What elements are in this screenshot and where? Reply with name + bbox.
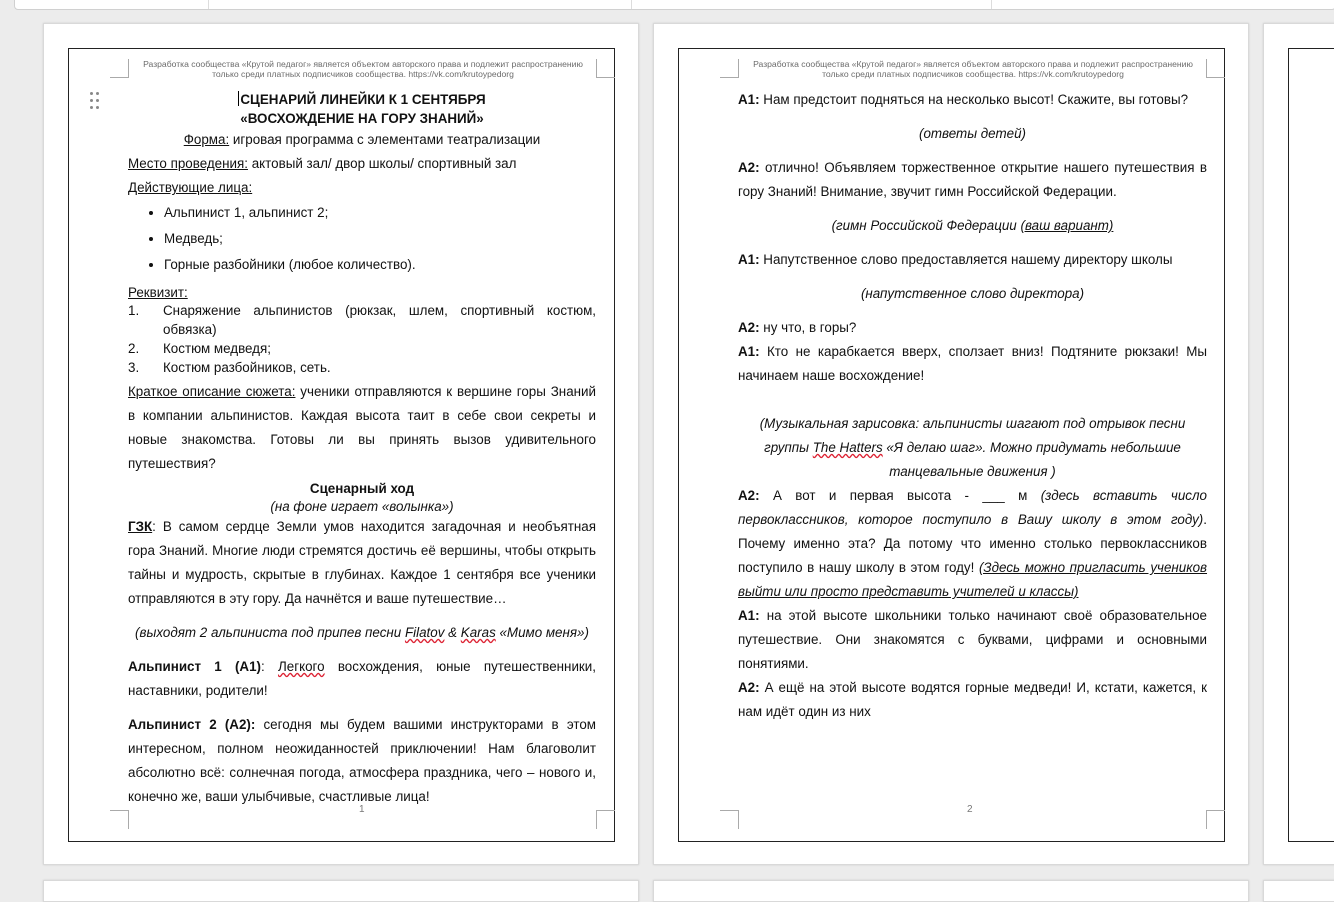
stage-direction: (выходят 2 альпиниста под припев песни Filatov & Karas «Мимо меня»)	[135, 625, 589, 640]
form-line: Форма: игровая программа с элементами театрализации	[183, 132, 541, 147]
a1-paragraph: Альпинист 1 (А1): Легкого восхождения, юные путешественники, наставники, родители!	[128, 659, 596, 698]
list-item: 1. Снаряжение альпинистов (рюкзак, шлем, спортивный костюм, обвязка)	[128, 303, 596, 337]
toolbar-strip	[14, 0, 1334, 10]
document-subtitle: «ВОСХОЖДЕНИЕ НА ГОРУ ЗНАНИЙ»	[240, 111, 484, 126]
document-page-next[interactable]	[653, 880, 1249, 902]
margin-corner-mark	[1206, 59, 1225, 78]
header-line: Разработка сообщества «Крутой педагог» является объектом авторского права и подлежит распространению	[143, 59, 583, 69]
plot-paragraph: Краткое описание сюжета: ученики отправляются к вершине горы Знаний в компании альпинистов. Каждая высота таит в себе свои секреты и новые знакомства. Готовы ли вы принять вызов удивительного путешествия?	[128, 384, 597, 471]
toolbar-separator	[208, 0, 209, 9]
cast-label: Действующие лица:	[128, 180, 253, 195]
stage-direction: (напутственное слово директора)	[860, 286, 1085, 301]
props-list	[128, 301, 596, 377]
document-page-2[interactable]	[653, 23, 1249, 865]
list-item: • Альпинист 1, альпинист 2;	[164, 200, 596, 226]
page-number: 2	[967, 804, 973, 815]
gzk-paragraph: ГЗК: В самом сердце Земли умов находится загадочная и необъятная гора Знаний. Многие люди стремятся достичь её вершины, чтобы открыть тайны и мудрость, скрытые в глубинах. Каждое 1 сентября все ученики отправляются в эту гору. Да начнётся и ваше путешествие…	[128, 519, 596, 606]
place-line: Место проведения: актовый зал/ двор школы/ спортивный зал	[128, 156, 517, 171]
toolbar-separator	[631, 0, 632, 9]
copyright-header	[128, 59, 598, 79]
document-page-1[interactable]	[43, 23, 639, 865]
list-item: 2. Костюм медведя;	[128, 341, 271, 356]
document-page-next[interactable]	[43, 880, 639, 902]
margin-corner-mark	[596, 810, 615, 829]
dialogue-line: А1: Нам предстоит подняться на несколько высот! Скажите, вы готовы?	[738, 92, 1189, 107]
header-line: Разработка сообщества «Крутой педагог» является объектом авторского права и подлежит распространению	[753, 59, 1193, 69]
stage-direction: (Музыкальная зарисовка: альпинисты шагают под отрывок песни группы The Hatters «Я делаю шаг». Можно придумать небольшие танцевальные движения )	[759, 416, 1186, 479]
list-item: 3. Костюм разбойников, сеть.	[128, 360, 331, 375]
props-label: Реквизит:	[128, 285, 188, 300]
dialogue-line: А1: Кто не карабкается вверх, сползает вниз! Подтяните рюкзаки! Мы начинаем наше восхождение!	[738, 344, 1207, 383]
margin-corner-mark	[110, 810, 129, 829]
stage-direction: (ответы детей)	[919, 126, 1026, 141]
cast-list	[128, 200, 596, 278]
a2-paragraph: Альпинист 2 (А2): сегодня мы будем вашими инструкторами в этом интересном, полном неожиданностей приключении! Нам благоволит абсолютно всё: солнечная погода, атмосфера праздника, чего – нового и, конечно же, ваши улыбчивые, счастливые лица!	[128, 717, 596, 804]
dialogue-line: А2: А ещё на этой высоте водятся горные медведи! И, кстати, кажется, к нам идёт один из них	[738, 680, 1207, 719]
list-item: • Горные разбойники (любое количество).	[164, 252, 596, 278]
document-page-next[interactable]	[1263, 880, 1334, 902]
dialogue-line: А1: Напутственное слово предоставляется нашему директору школы	[738, 252, 1173, 267]
dialogue-line: А2: ну что, в горы?	[738, 320, 857, 335]
copyright-header	[738, 59, 1208, 79]
dialogue-line: А2: отлично! Объявляем торжественное открытие нашего путешествия в гору Знаний! Внимание, звучит гимн Российской Федерации.	[738, 160, 1207, 199]
drag-handle-icon[interactable]	[90, 92, 102, 112]
margin-corner-mark	[110, 59, 129, 78]
document-title: СЦЕНАРИЙ ЛИНЕЙКИ К 1 СЕНТЯБРЯ	[240, 92, 486, 107]
page-2-content[interactable]	[738, 88, 1207, 724]
page-number: 1	[359, 804, 365, 815]
margin-corner-mark	[596, 59, 615, 78]
page-border	[1288, 48, 1334, 842]
toolbar-separator	[991, 0, 992, 9]
margin-corner-mark	[720, 810, 739, 829]
dialogue-line: А1: на этой высоте школьники только начинают своё образовательное путешествие. Они знакомятся с буквами, цифрами и основными понятиями.	[738, 608, 1207, 671]
header-line: только среди платных подписчиков сообщества. https://vk.com/krutoypedorg	[822, 69, 1124, 79]
dialogue-line: А2: А вот и первая высота - ___ м (здесь вставить число первоклассников, которое поступило в Вашу школу в этом году). Почему именно эта? Да потому что именно столько первоклассников поступило в нашу школу в этом году! (Здесь можно пригласить учеников выйти или просто представить учителей и классы)	[738, 488, 1208, 599]
stage-direction: (на фоне играет «волынка»)	[270, 499, 454, 514]
margin-corner-mark	[1206, 810, 1225, 829]
header-line: только среди платных подписчиков сообщества. https://vk.com/krutoypedorg	[212, 69, 514, 79]
margin-corner-mark	[720, 59, 739, 78]
page-1-content[interactable]	[128, 90, 596, 809]
section-heading: Сценарный ход	[309, 481, 415, 496]
document-page-3[interactable]	[1263, 23, 1334, 865]
stage-direction: (гимн Российской Федерации (ваш вариант)	[831, 218, 1114, 233]
list-item: • Медведь;	[164, 226, 596, 252]
